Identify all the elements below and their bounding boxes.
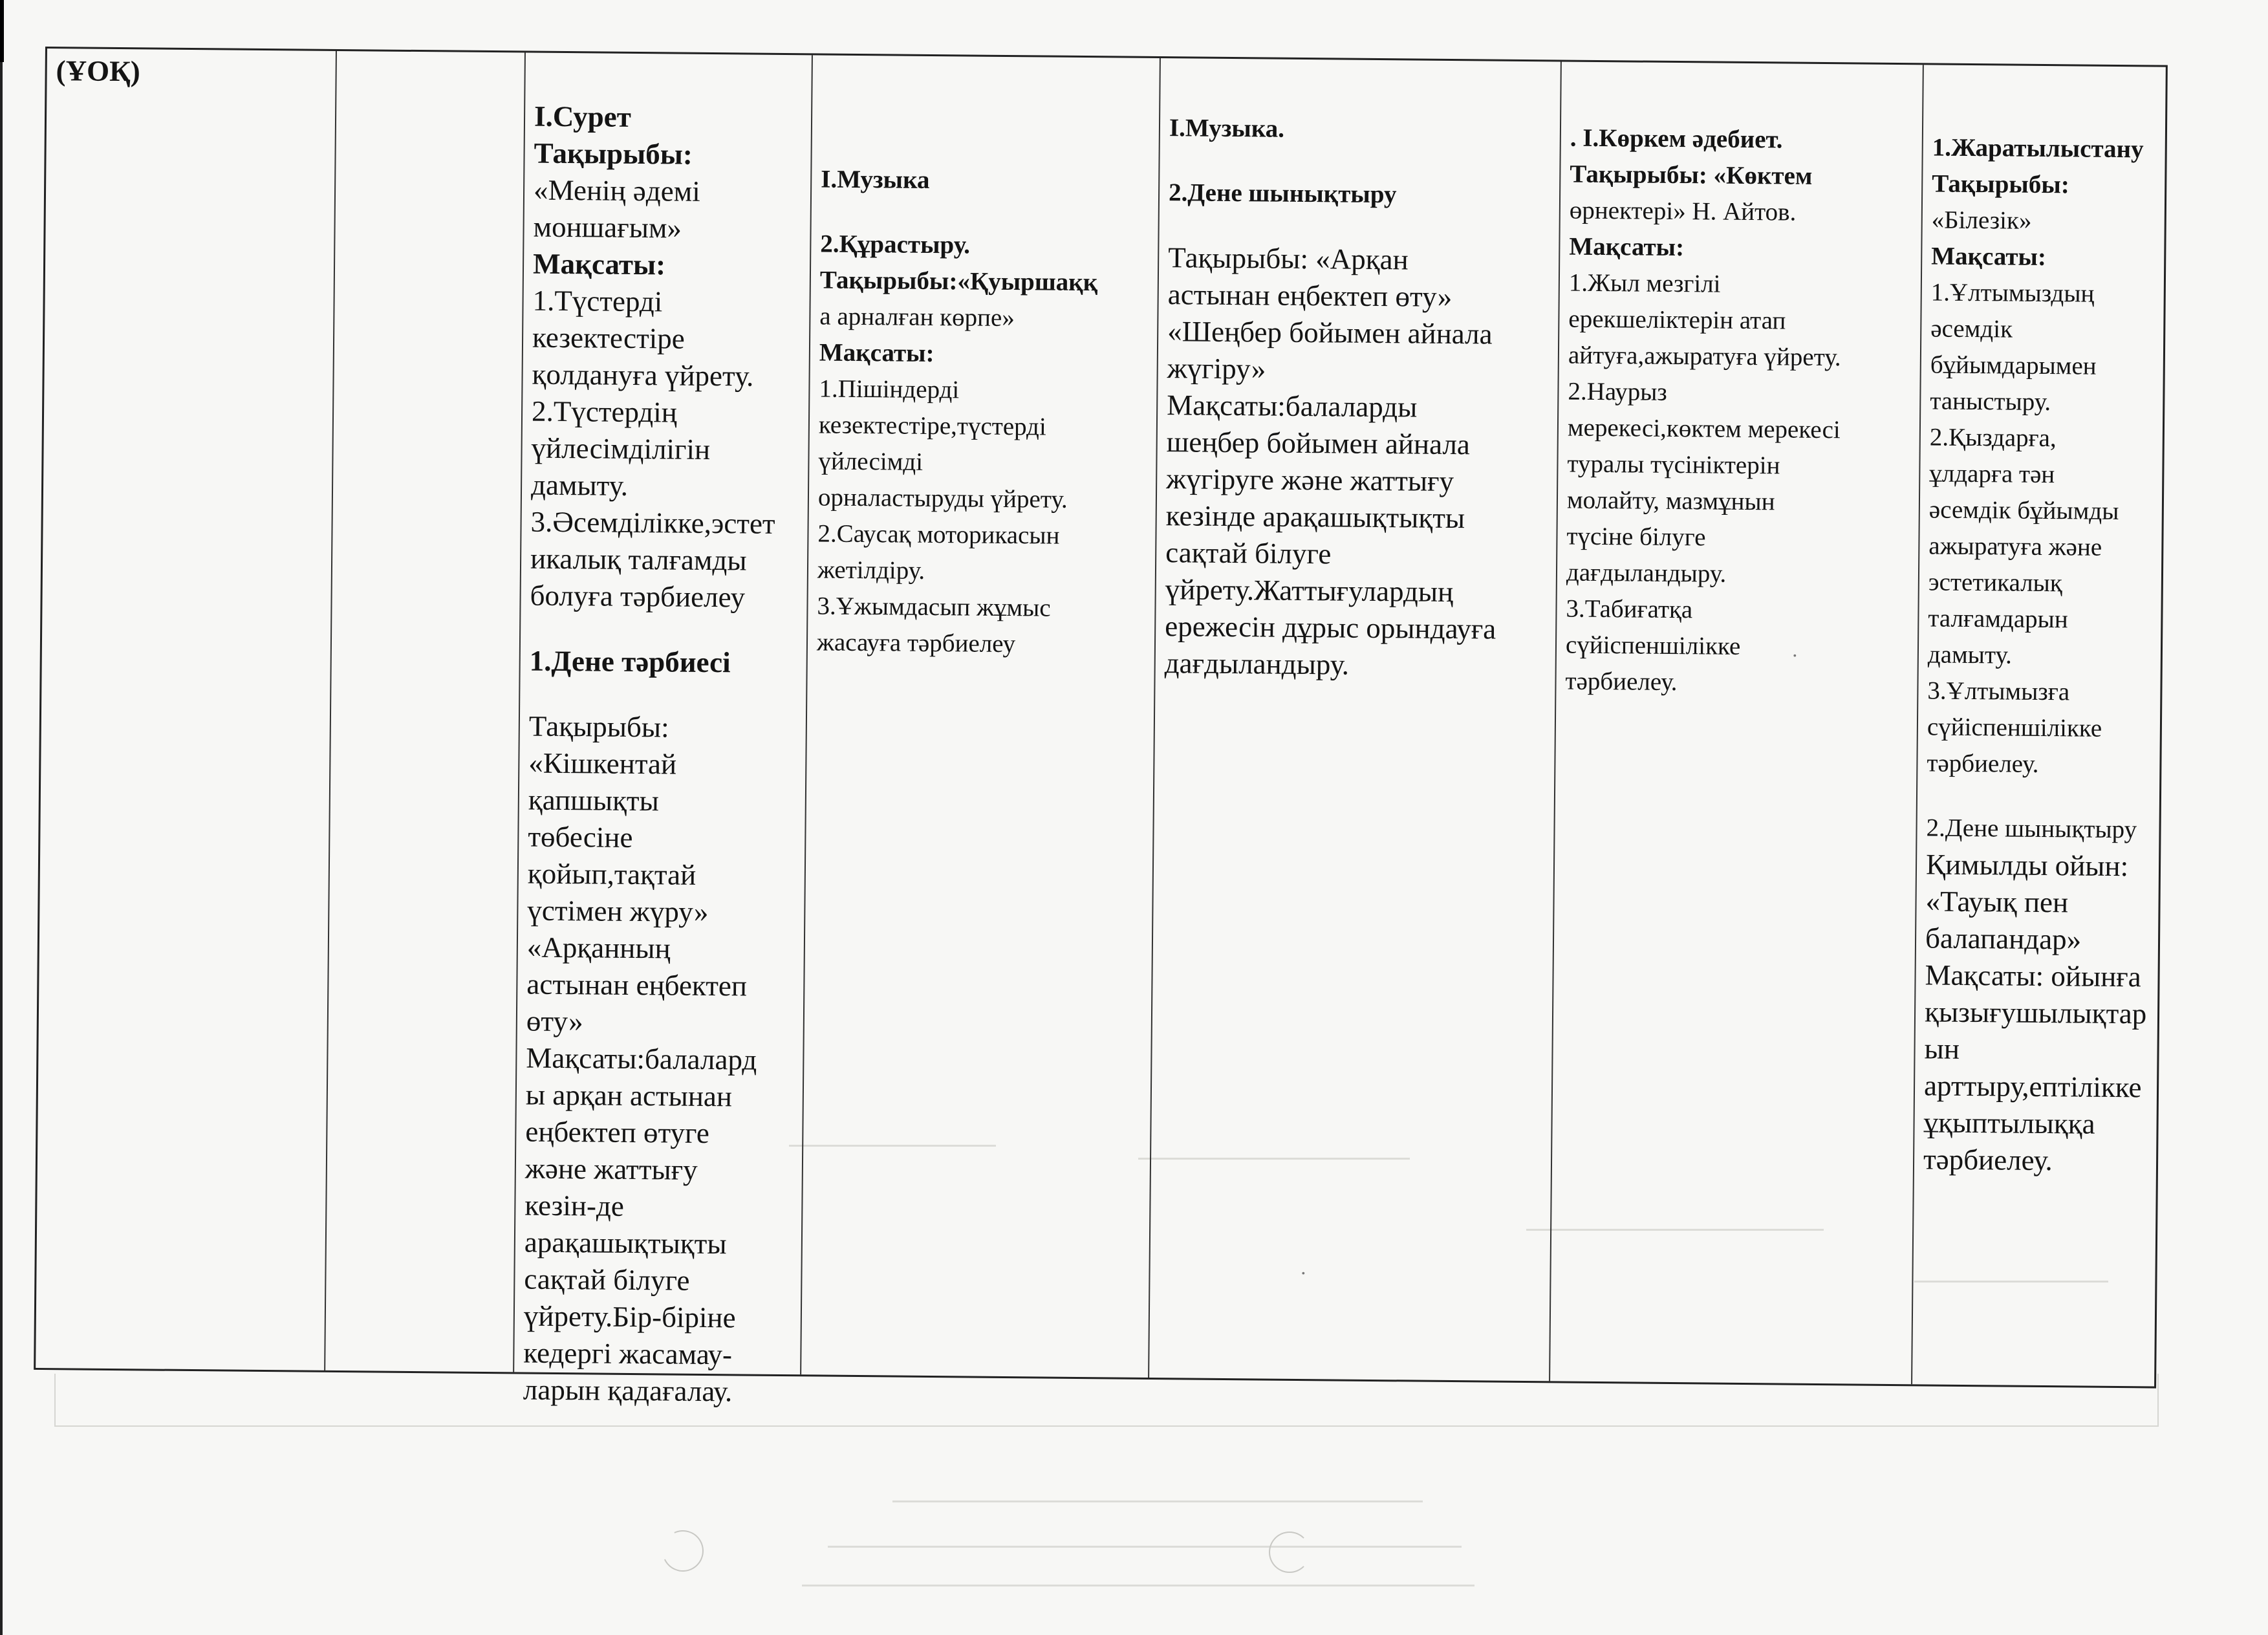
cell-text-block <box>346 51 518 52</box>
cell-text-line: икалық талғамды <box>530 542 747 577</box>
table-cell-empty <box>325 51 526 1372</box>
cell-text-line: кезектестіре <box>532 321 685 355</box>
punch-hole-mark <box>656 1524 709 1577</box>
cell-text-block <box>1164 110 1553 685</box>
cell-text-line: кезінде арақашықтықты <box>1165 499 1465 535</box>
cell-heading-line: 2.Құрастыру. <box>820 230 971 259</box>
cell-text-line: үйрету.Бір-біріне <box>523 1299 736 1334</box>
table-cell-wednesday <box>1149 58 1562 1381</box>
cell-text-line: кезін-де <box>524 1189 625 1222</box>
cell-text-line: арттыру,ептілікке <box>1923 1069 2142 1104</box>
cell-text-line: 2.Түстердің <box>531 395 678 429</box>
cell-text-line: айтуға,ажыратуға үйрету. <box>1568 341 1841 372</box>
cell-text-line: бұйымдарымен <box>1930 351 2097 380</box>
cell-text-line: жүгіруге және жаттығу <box>1166 462 1454 498</box>
cell-text-line: кезектестіре,түстерді <box>818 411 1046 441</box>
cell-text-line: қолдануға үйрету. <box>532 358 754 393</box>
cell-text-line: 3.Ұжымдасып жұмыс <box>817 592 1051 622</box>
cell-text-line: әсемдік бұйымды <box>1928 495 2119 526</box>
cell-text-line: ерекшеліктерін атап <box>1568 305 1786 335</box>
cell-text-line: 3.Әсемділікке,эстет <box>530 505 775 540</box>
cell-text-line: «Шеңбер бойымен айнала <box>1167 315 1493 351</box>
cell-text-line: Мақсаты: ойынға <box>1925 958 2141 993</box>
cell-heading-line: 1.Дене тәрбиесі <box>529 644 731 679</box>
cell-text-line: сүйіспеншілікке <box>1565 631 1741 660</box>
cell-text-line: астынан еңбектеп <box>526 968 748 1002</box>
cell-text-line: 3.Табиғатқа <box>1566 594 1693 624</box>
cell-text-line: 1.Түстерді <box>532 284 663 318</box>
cell-text-line: үйлесімділігін <box>531 431 711 466</box>
cell-text-line: орналастыруды үйрету. <box>817 483 1068 514</box>
cell-text-line: болуға тәрбиелеу <box>530 579 746 614</box>
cell-text-line: Тақырыбы: <box>528 709 669 744</box>
cell-text-line: тәрбиелеу. <box>1927 749 2039 778</box>
bleed-line <box>892 1500 1423 1502</box>
cell-text-line: туралы түсініктерін <box>1567 449 1780 480</box>
cell-heading-line: І.Музыка <box>821 165 930 194</box>
paragraph-gap <box>530 614 800 645</box>
cell-text-line: жүгіру» <box>1167 352 1266 385</box>
cell-text-line: сақтай білуге <box>1165 536 1332 570</box>
cell-text-line: кедергі жасамау- <box>523 1336 733 1371</box>
bleed-line <box>802 1585 1474 1586</box>
paragraph-gap <box>1927 781 2153 812</box>
cell-text-block <box>56 52 329 92</box>
cell-text-line: ажыратуға және <box>1928 532 2102 561</box>
cell-text-line: ережесін дұрыс орындауға <box>1165 610 1496 645</box>
table-cell-thursday <box>1550 61 1924 1384</box>
cell-text-line: 3.Ұлтымызға <box>1927 677 2070 706</box>
cell-text-line: тәрбиелеу. <box>1923 1143 2053 1177</box>
paragraph-gap <box>1168 211 1552 243</box>
cell-text-line: 1.Пішіндерді <box>819 374 960 404</box>
cell-heading-line: Мақсаты: <box>532 247 666 281</box>
cell-text-line: 1.Ұлтымыздың <box>1930 278 2095 308</box>
cell-text-line: қапшықты <box>528 783 660 817</box>
paragraph-gap <box>821 133 1152 164</box>
cell-text-line: «Менің әдемі <box>533 173 700 208</box>
cell-heading-line: Тақырыбы: <box>534 136 693 171</box>
cell-text-line: сақтай білуге <box>524 1262 690 1297</box>
cell-text-line: және жаттығу <box>524 1152 698 1186</box>
cell-heading-line: Тақырыбы: «Көктем <box>1570 160 1813 190</box>
cell-text-line: 2.Дене шынықтыру <box>1926 814 2137 844</box>
table-cell-section <box>36 49 337 1370</box>
cell-text-line: «Арқанның <box>526 931 671 965</box>
cell-heading-line: Мақсаты: <box>1569 232 1685 262</box>
cell-text-line: 2.Наурыз <box>1568 377 1667 406</box>
cell-text-block <box>1923 129 2159 1180</box>
cell-text-line: ын <box>1924 1032 1960 1065</box>
scan-speck: · <box>1300 1261 1307 1284</box>
cell-text-line: қызығушылықтар <box>1924 995 2147 1030</box>
cell-text-line: ы арқан астынан <box>525 1078 733 1113</box>
cell-text-line: Тақырыбы: «Арқан <box>1168 241 1409 276</box>
bleed-line <box>828 1546 1462 1548</box>
cell-text-line: әсемдік <box>1930 314 2013 343</box>
cell-text-line: түсіне білуге <box>1566 522 1706 552</box>
cell-text-line: Мақсаты:балалард <box>526 1041 757 1076</box>
cell-text-line: өрнектері» Н. Айтов. <box>1569 196 1797 226</box>
cell-text-line: қойып,тақтай <box>527 857 697 891</box>
cell-text-line: Мақсаты:балаларды <box>1167 389 1418 424</box>
cell-text-line: үйрету.Жаттығулардың <box>1165 573 1454 609</box>
cell-text-line: Қимылды ойын: <box>1925 848 2129 883</box>
cell-text-line: жетілдіру. <box>817 556 925 585</box>
cell-text-line: таныстыру. <box>1930 387 2051 417</box>
cell-heading-line: Мақсаты: <box>1931 242 2047 272</box>
scan-corner-mark <box>0 0 4 62</box>
cell-text-line: «Білезік» <box>1931 206 2032 235</box>
cell-text-line: молайту, мазмұнын <box>1566 486 1775 516</box>
cell-text-line: 1.Жыл мезгілі <box>1568 268 1721 298</box>
cell-text-block <box>1565 120 1916 703</box>
cell-text-line: моншағым» <box>533 210 682 244</box>
cell-text-block <box>523 98 805 1411</box>
cell-text-line: ұлдарға тән <box>1929 459 2055 489</box>
cell-text-line: жасауға тәрбиелеу <box>816 628 1016 658</box>
cell-text-line: 2.Саусақ моторикасын <box>817 519 1060 550</box>
cell-text-line: астынан еңбектеп өту» <box>1167 278 1453 313</box>
cell-text-line: үстімен жүру» <box>527 894 709 928</box>
scan-left-edge <box>0 0 3 1635</box>
cell-text-block <box>817 133 1152 663</box>
cell-text-line: арақашықтықты <box>524 1226 727 1261</box>
cell-text-line: дағдыландыру. <box>1164 647 1350 681</box>
cell-heading-line: Мақсаты: <box>819 338 934 368</box>
cell-text-line: төбесіне <box>528 820 633 854</box>
table-cell-monday <box>514 52 813 1408</box>
plan-table <box>34 47 2168 1408</box>
cell-text-line: ұқыптылыққа <box>1923 1106 2095 1140</box>
cell-text-line: өту» <box>526 1004 583 1038</box>
cell-text-line: балапандар» <box>1925 922 2082 956</box>
cell-text-line: талғамдарын <box>1928 604 2068 634</box>
cell-heading-line: Тақырыбы: <box>1932 169 2069 199</box>
cell-heading-line: Тақырыбы:«Қуыршаққ <box>819 266 1098 297</box>
cell-text-line: 2.Қыздарға, <box>1929 423 2057 453</box>
cell-text-line: а арналған көрпе» <box>819 302 1015 332</box>
cell-text-line: тәрбиелеу. <box>1565 667 1678 697</box>
cell-text-line: сүйіспеншілікке <box>1927 713 2102 742</box>
cell-text-line: «Тауық пен <box>1925 885 2069 919</box>
cell-heading-line: І.Сурет <box>534 100 632 133</box>
cell-heading-line: 1.Жаратылыстану <box>1932 133 2144 164</box>
cell-heading-line: І.Музыка. <box>1169 114 1285 143</box>
table-cell-tuesday <box>801 55 1161 1378</box>
cell-text-line: дамыту. <box>530 468 629 502</box>
paragraph-gap <box>821 197 1152 228</box>
cell-text-line: дағдыландыру. <box>1566 558 1727 588</box>
punch-hole-mark <box>1269 1532 1310 1573</box>
cell-text-line: шеңбер бойымен айнала <box>1166 426 1471 461</box>
paragraph-gap <box>529 680 799 711</box>
cell-text-line: үйлесімді <box>818 447 923 476</box>
cell-text-line: ларын қадағалау. <box>523 1373 733 1408</box>
cell-heading-line: . І.Көркем әдебиет. <box>1570 124 1783 154</box>
cell-heading-line: (ҰОҚ) <box>56 54 140 88</box>
cell-text-line: эстетикалық <box>1928 568 2063 598</box>
paragraph-gap <box>1169 146 1553 178</box>
cell-text-line: мерекесі,көктем мерекесі <box>1567 413 1841 444</box>
cell-text-line: «Кішкентай <box>528 746 677 781</box>
table-cell-friday <box>1912 65 2166 1386</box>
cell-heading-line: 2.Дене шынықтыру <box>1168 179 1397 209</box>
scan-speck: · <box>1791 644 1798 667</box>
cell-text-line: еңбектеп өтуге <box>525 1115 710 1150</box>
cell-text-line: дамыту. <box>1927 640 2013 669</box>
